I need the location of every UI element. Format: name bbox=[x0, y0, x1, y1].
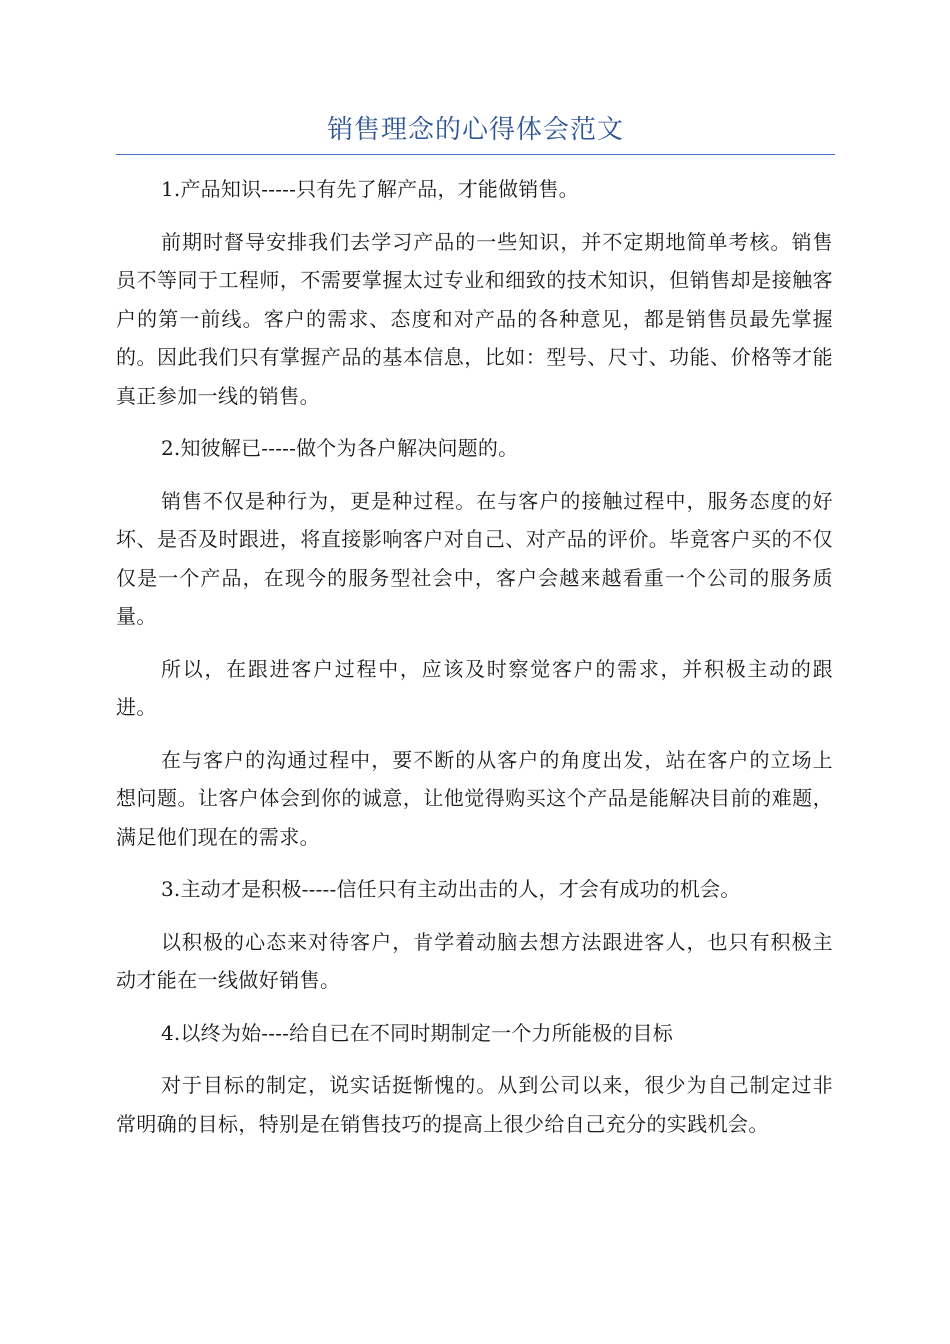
section-heading-2: 2.知彼解已-----做个为各户解决问题的。 bbox=[161, 436, 519, 460]
paragraph: 以积极的心态来对待客户，肯学着动脑去想方法跟进客人，也只有积极主动才能在一线做好销售。 bbox=[116, 929, 833, 992]
paragraph: 销售不仅是种行为，更是种过程。在与客户的接触过程中，服务态度的好坏、是否及时跟进，将直接影响客户对自己、对产品的评价。毕竟客户买的不仅仅是一个产品，在现今的服务型社会中，客户会越来越看重一个公司的服务质量。 bbox=[116, 488, 833, 628]
paragraph: 前期时督导安排我们去学习产品的一些知识，并不定期地简单考核。销售员不等同于工程师，不需要掌握太过专业和细致的技术知识，但销售却是接触客户的第一前线。客户的需求、态度和对产品的各种意见，都是销售员最先掌握的。因此我们只有掌握产品的基本信息，比如：型号、尺寸、功能、价格等才能真正参加一线的销售。 bbox=[116, 229, 833, 408]
document-title: 销售理念的心得体会范文 bbox=[326, 115, 624, 145]
paragraph: 在与客户的沟通过程中，要不断的从客户的角度出发，站在客户的立场上想问题。让客户体会到你的诚意，让他觉得购买这个产品是能解决目前的难题，满足他们现在的需求。 bbox=[116, 747, 833, 849]
title-underline bbox=[116, 154, 835, 155]
section-heading-3: 3.主动才是积极-----信任只有主动出击的人，才会有成功的机会。 bbox=[161, 877, 741, 901]
document-body bbox=[116, 170, 833, 1157]
paragraph: 所以，在跟进客户过程中，应该及时察觉客户的需求，并积极主动的跟进。 bbox=[116, 656, 833, 719]
section-heading-4: 4.以终为始----给自已在不同时期制定一个力所能极的目标 bbox=[161, 1020, 673, 1045]
section-heading-1: 1.产品知识-----只有先了解产品，才能做销售。 bbox=[161, 177, 579, 201]
paragraph: 对于目标的制定，说实话挺惭愧的。从到公司以来，很少为自己制定过非常明确的目标，特别是在销售技巧的提高上很少给自己充分的实践机会。 bbox=[116, 1073, 833, 1136]
